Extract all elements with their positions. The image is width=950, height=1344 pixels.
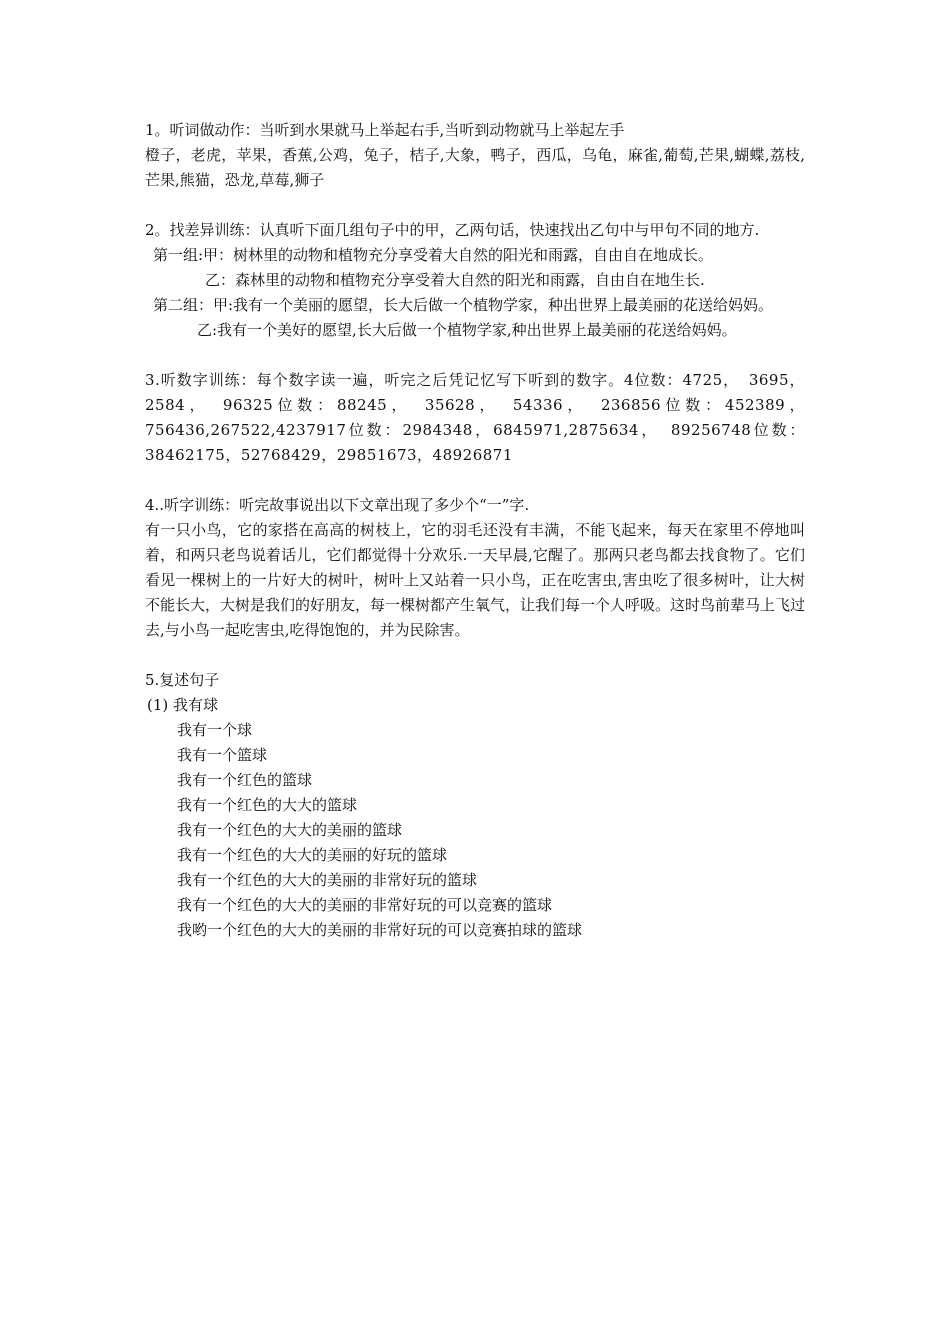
repeat-line: 我有一个红色的大大的美丽的非常好玩的可以竞赛的篮球 [177, 896, 553, 914]
repeat-line: 我有一个红色的大大的篮球 [177, 796, 358, 814]
section-3 [145, 368, 805, 468]
repeat-line: 我有一个红色的篮球 [177, 771, 313, 789]
repeat-line: 我有一个红色的大大的美丽的好玩的篮球 [177, 846, 448, 864]
repeat-line: 我有一个篮球 [177, 746, 268, 764]
section-2 [145, 218, 805, 343]
repeat-line: 我有一个红色的大大的美丽的非常好玩的篮球 [177, 871, 478, 889]
spacer [145, 643, 805, 668]
section-3-text: 3.听数字训练：每个数字读一遍，听完之后凭记忆写下听到的数字。4位数：4725， 3695， 2584， 96325位数：88245， 35628， 54336， 236856位数：452389，756436,267522,4237917位数：2984348，6845971,2875634， 89256748位数：38462175，52768429，29851673，48926871 [145, 371, 805, 464]
group-1-sentence-b: 乙：森林里的动物和植物充分享受着大自然的阳光和雨露，自由自在地生长. [205, 271, 705, 289]
section-4-story: 有一只小鸟，它的家搭在高高的树枝上，它的羽毛还没有丰满，不能飞起来，每天在家里不停地叫着，和两只老鸟说着话儿，它们都觉得十分欢乐.一天早晨,它醒了。那两只老鸟都去找食物了。它们看见一棵树上的一片好大的树叶，树叶上又站着一只小鸟，正在吃害虫,害虫吃了很多树叶，让大树不能长大，大树是我们的好朋友，每一棵树都产生氧气，让我们每一个人呼吸。这时鸟前辈马上飞过去,与小鸟一起吃害虫,吃得饱饱的，并为民除害。 [145, 521, 806, 639]
section-1-words: 橙子，老虎，苹果，香蕉,公鸡，兔子，桔子,大象，鸭子，西瓜，乌龟，麻雀,葡萄,芒果,蝴蝶,荔枝,芒果,熊猫，恐龙,草莓,狮子 [145, 146, 805, 189]
section-5 [145, 668, 805, 943]
group-2-sentence-b: 乙:我有一个美好的愿望,长大后做一个植物学家,种出世界上最美丽的花送给妈妈。 [197, 321, 737, 339]
section-5-item-label: (1) 我有球 [147, 696, 219, 714]
section-1 [145, 118, 805, 193]
section-1-heading: 1。听词做动作：当听到水果就马上举起右手,当听到动物就马上举起左手 [145, 121, 625, 139]
group-1-sentence-a: 第一组:甲：树林里的动物和植物充分享受着大自然的阳光和雨露，自由自在地成长。 [153, 246, 714, 264]
repeat-line: 我有一个红色的大大的美丽的篮球 [177, 821, 403, 839]
repeat-line: 我哟一个红色的大大的美丽的非常好玩的可以竞赛拍球的篮球 [177, 921, 583, 939]
spacer [145, 193, 805, 218]
section-2-heading: 2。找差异训练：认真听下面几组句子中的甲，乙两句话，快速找出乙句中与甲句不同的地方. [145, 221, 760, 239]
repeat-line: 我有一个球 [177, 721, 253, 739]
spacer [145, 343, 805, 368]
section-5-heading: 5.复述句子 [145, 671, 220, 689]
spacer [145, 468, 805, 493]
section-4-heading: 4..听字训练：听完故事说出以下文章出现了多少个“一”字. [145, 496, 530, 514]
section-4 [145, 493, 805, 643]
group-2-sentence-a: 第二组：甲:我有一个美丽的愿望，长大后做一个植物学家，种出世界上最美丽的花送给妈妈。 [153, 296, 774, 314]
document-page [145, 118, 805, 943]
